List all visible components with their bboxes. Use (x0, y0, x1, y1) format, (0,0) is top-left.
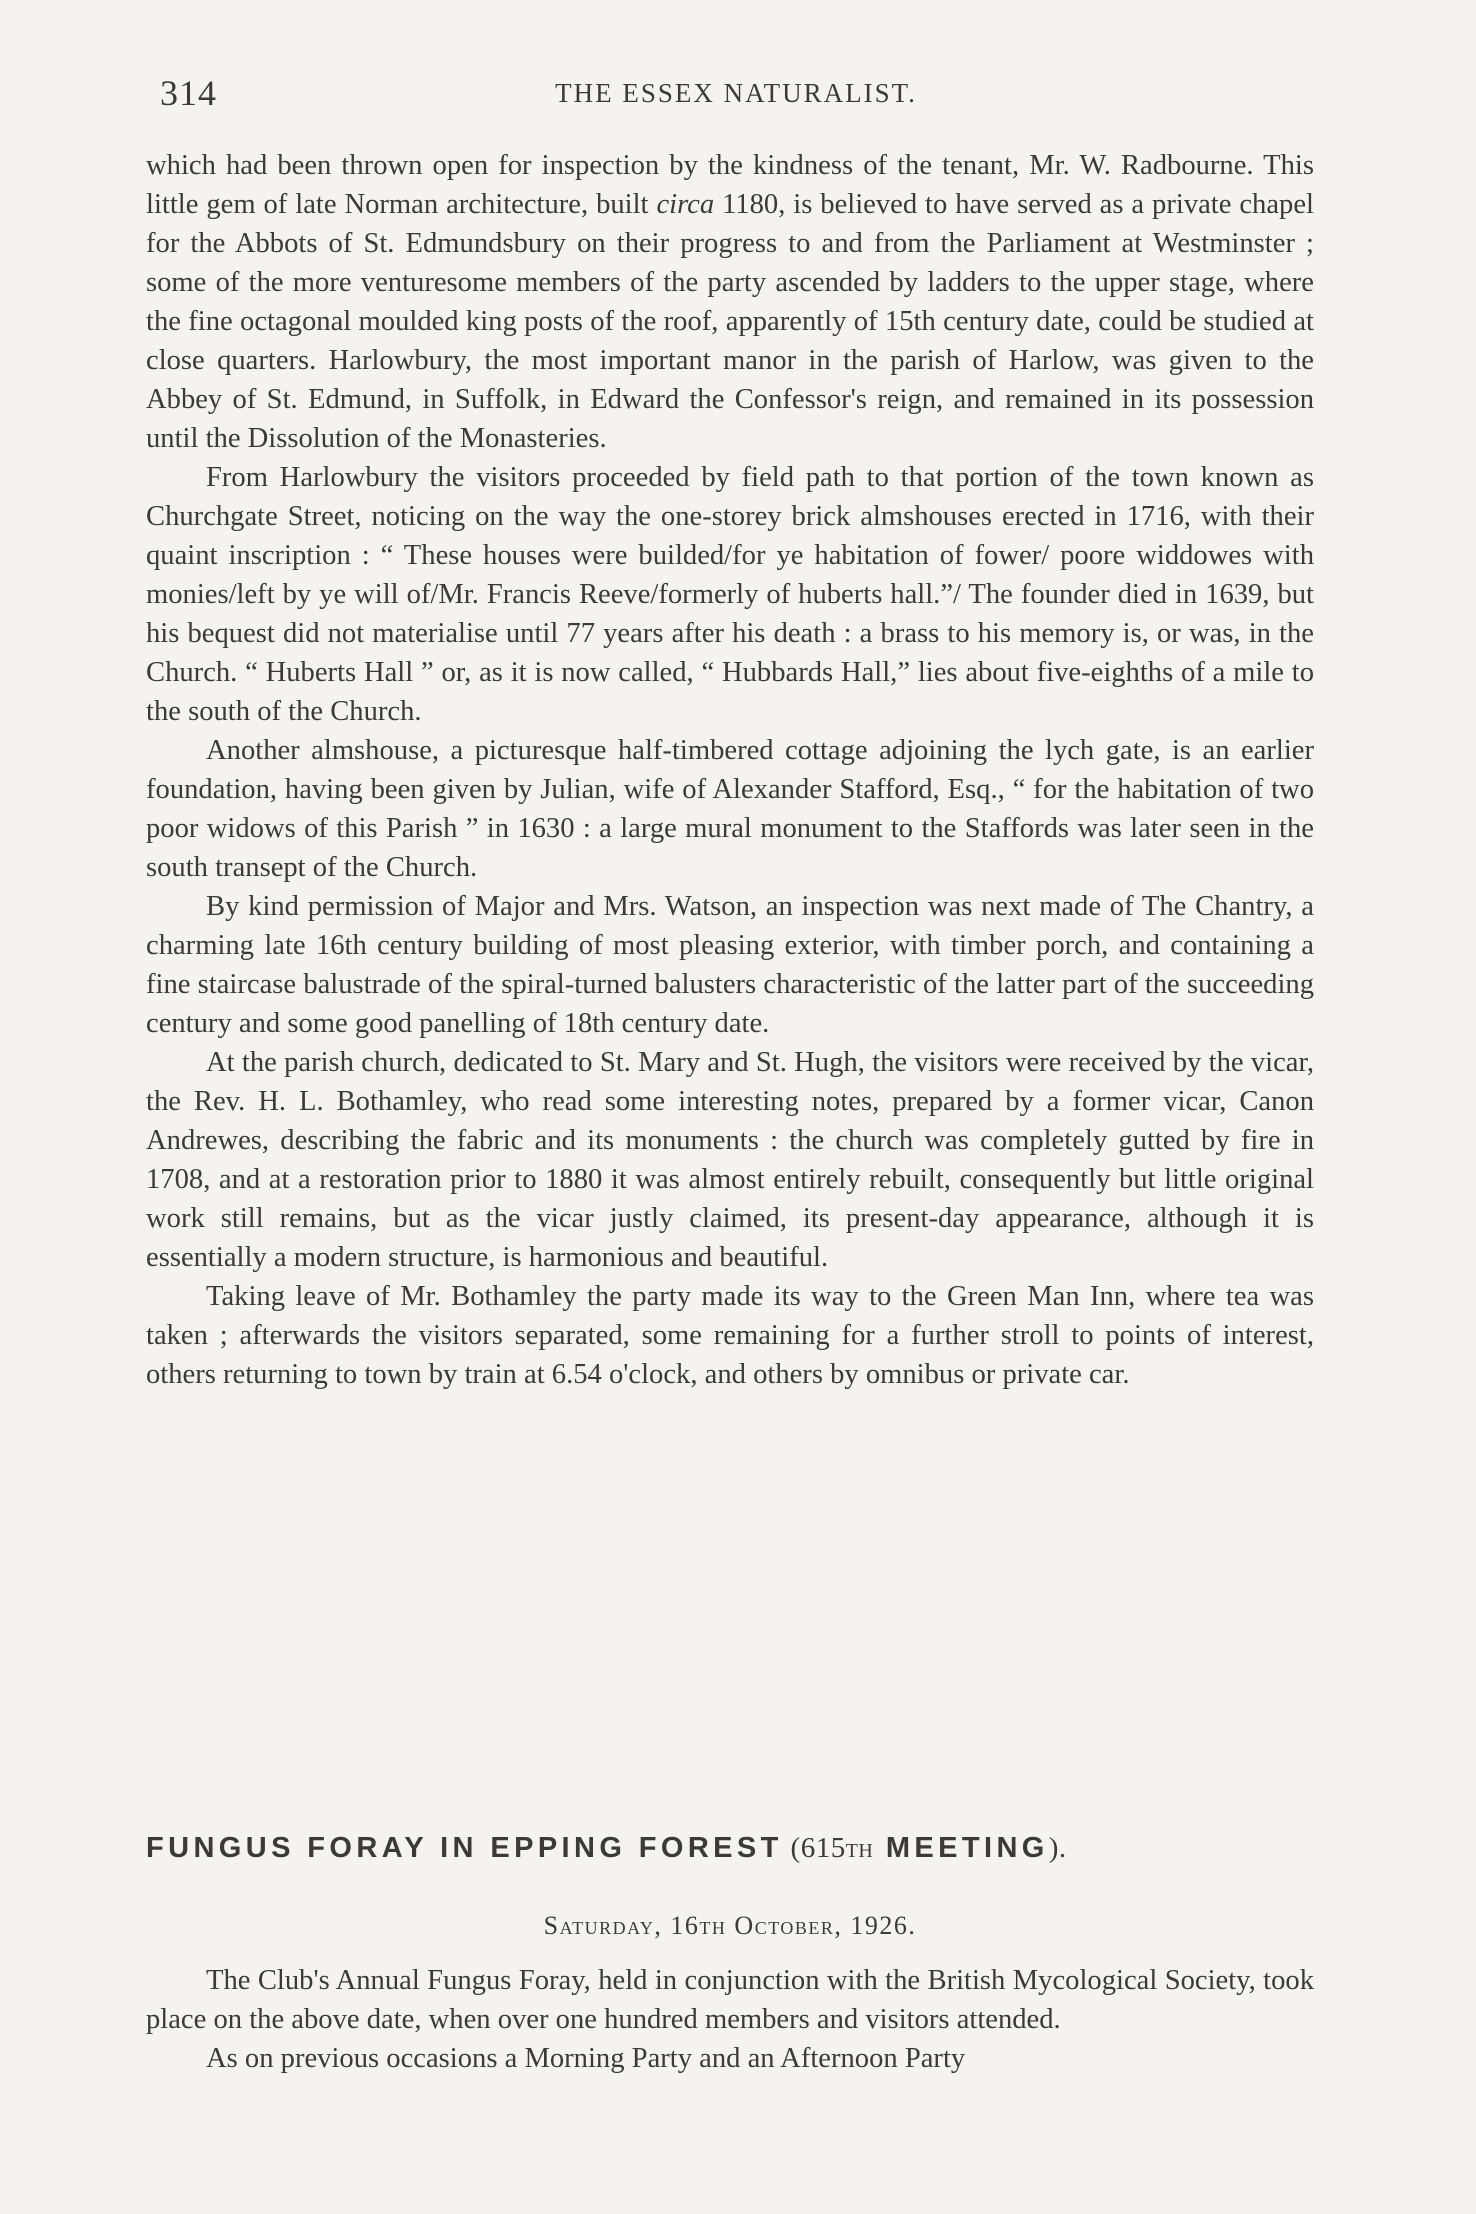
fungus-foray-section (146, 1832, 1314, 2078)
running-head (146, 72, 1326, 122)
paragraph-parties: As on previous occasions a Morning Party and an Afternoon Party (206, 2043, 966, 2074)
article-body (146, 146, 1314, 1394)
meeting-date: Saturday, 16th October, 1926. (543, 1911, 917, 1940)
paragraph-harlowbury: which had been thrown open for inspection by the kindness of the tenant, Mr. W. Radbourne. This little gem of late Norman architecture, built circa 1180, is believed to have served as a private chapel for the Abbots of St. Edmundsbury on their progress to and from the Parliament at Westminster ; some of the more venturesome members of the party ascended by ladders to the upper stage, where the fine octagonal moulded king posts of the roof, apparently of 15th century date, could be studied at close quarters. Harlowbury, the most important manor in the parish of Harlow, was given to the Abbey of St. Edmund, in Suffolk, in Edward the Confessor's reign, and remained in its possession until the Dissolution of the Monasteries. (146, 150, 1314, 454)
paragraph-the-chantry: By kind permission of Major and Mrs. Watson, an inspection was next made of The Chantry, a charming late 16th century building of most pleasing exterior, with timber porch, and containing a fine staircase balustrade of the spiral-turned balusters characteristic of the latter part of the succeeding century and some good panelling of 18th century date. (146, 891, 1314, 1039)
paragraph-annual-foray: The Club's Annual Fungus Foray, held in conjunction with the British Mycological Society, took place on the above date, when over one hundred members and visitors attended. (146, 1965, 1314, 2035)
paragraph-stafford-almshouse: Another almshouse, a picturesque half-timbered cottage adjoining the lych gate, is an earlier foundation, having been given by Julian, wife of Alexander Stafford, Esq., “ for the habitation of two poor widows of this Parish ” in 1630 : a large mural monument to the Staffords was later seen in the south transept of the Church. (146, 735, 1314, 883)
section-body (146, 1961, 1314, 2078)
paragraph-green-man-inn: Taking leave of Mr. Bothamley the party made its way to the Green Man Inn, where tea was taken ; afterwards the visitors separated, some remaining for a further stroll to points of interest, others returning to town by train at 6.54 o'clock, and others by omnibus or private car. (146, 1281, 1314, 1390)
paragraph-parish-church: At the parish church, dedicated to St. Mary and St. Hugh, the visitors were received by the vicar, the Rev. H. L. Bothamley, who read some interesting notes, prepared by a former vicar, Canon Andrewes, describing the fabric and its monuments : the church was completely gutted by fire in 1708, and at a restoration prior to 1880 it was almost entirely rebuilt, consequently but little original work still remains, but as the vicar justly claimed, its present-day appearance, although it is essentially a modern structure, is harmonious and beautiful. (146, 1047, 1314, 1273)
page-number: 314 (160, 73, 217, 113)
paragraph-almshouses: From Harlowbury the visitors proceeded by field path to that portion of the town known as Churchgate Street, noticing on the way the one-storey brick almshouses erected in 1716, with their quaint inscription : “ These houses were builded/for ye habitation of fower/ poore widdowes with monies/left by ye will of/Mr. Francis Reeve/formerly of huberts hall.”/ The founder died in 1639, but his bequest did not materialise until 77 years after his death : a brass to his memory is, or was, in the Church. “ Huberts Hall ” or, as it is now called, “ Hubbards Hall,” lies about five-eighths of a mile to the south of the Church. (146, 462, 1314, 727)
section-heading: FUNGUS FORAY IN EPPING FOREST (615th MEETING). (146, 1832, 1067, 1864)
journal-title: THE ESSEX NATURALIST. (555, 78, 917, 108)
italic-circa: circa (656, 189, 715, 220)
